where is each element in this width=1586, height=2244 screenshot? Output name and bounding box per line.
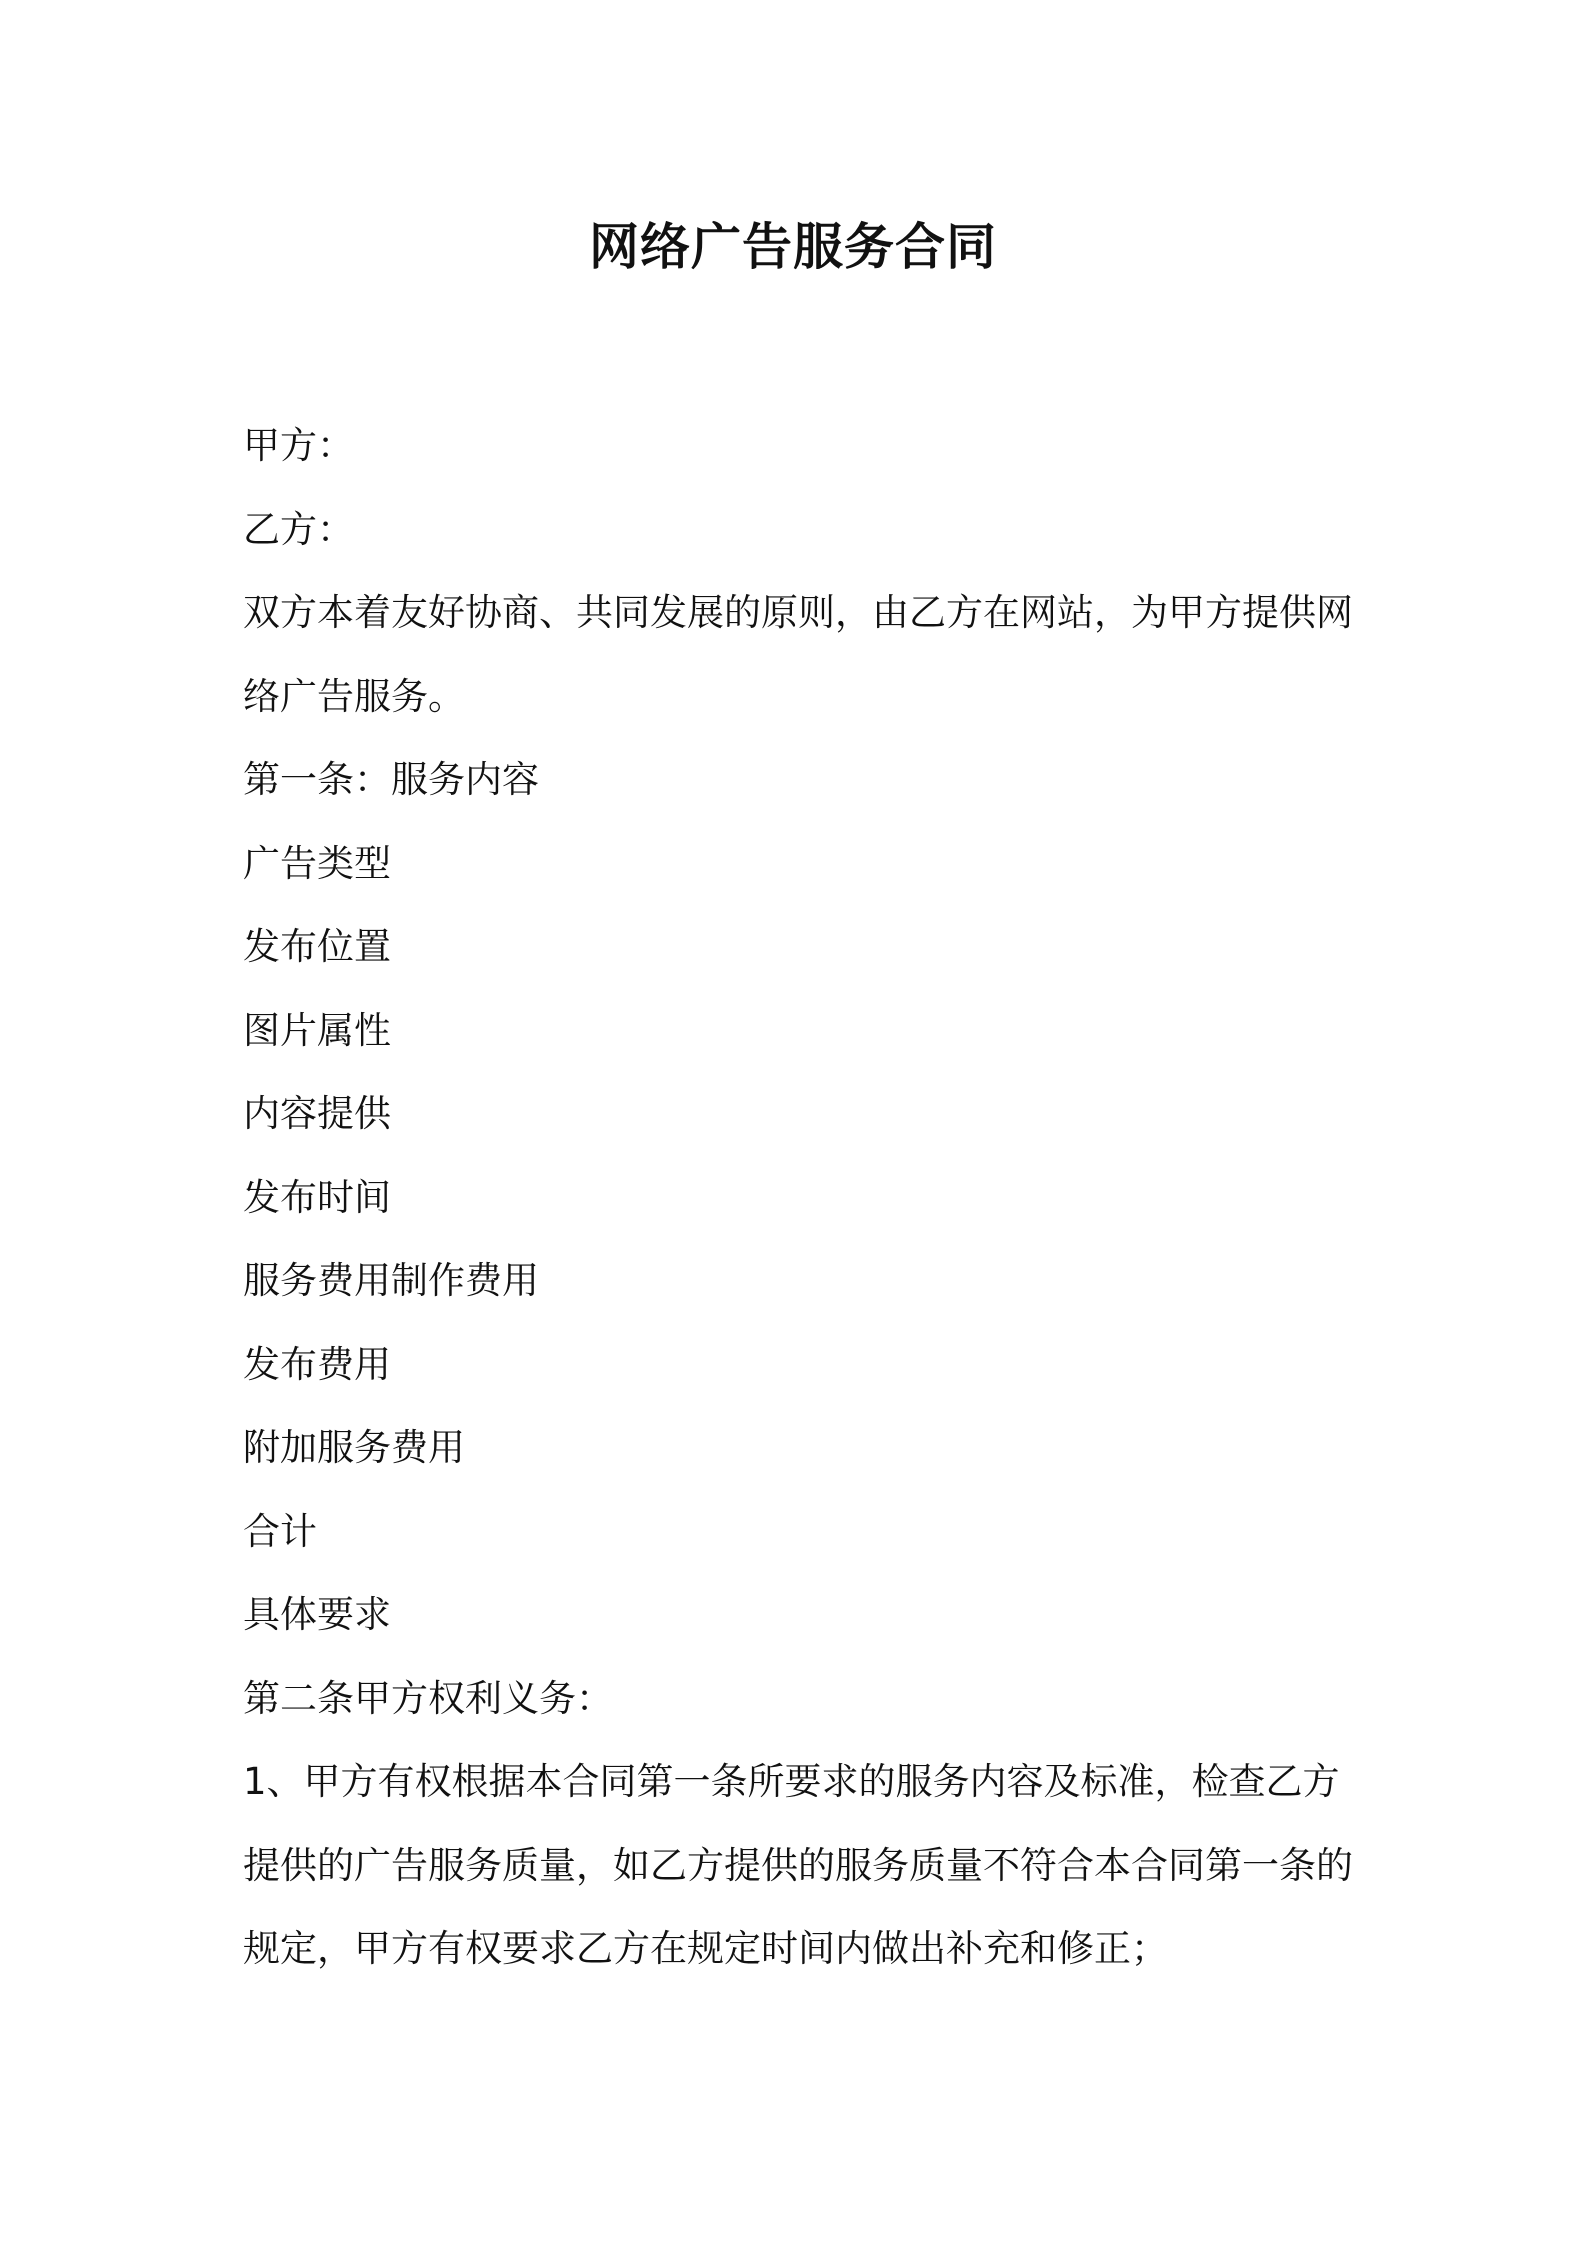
text-line: 双方本着友好协商、共同发展的原则，由乙方在网站，为甲方提供网 [243,591,1353,634]
article-1-heading [243,738,1363,822]
item-publish-location [243,905,1363,989]
text-line: 络广告服务。 [243,674,465,718]
text-line: 服务费用制作费用 [243,1259,539,1302]
text-line: 第二条甲方权利义务： [243,1676,613,1720]
item-image-attributes [243,989,1363,1073]
item-publish-fee [243,1323,1363,1407]
item-ad-type [243,822,1363,906]
text-line: 乙方： [243,507,354,551]
item-service-fee-production-fee [243,1239,1363,1323]
text-line: 发布时间 [243,1175,391,1219]
paragraph-preamble [243,571,1363,738]
text-line: 提供的广告服务质量，如乙方提供的服务质量不符合本合同第一条的 [243,1843,1353,1887]
text-line: 附加服务费用 [243,1426,465,1469]
article-2-clause-1 [243,1740,1363,1991]
text-line: 广告类型 [243,841,391,885]
document-title: 网络广告服务合同 [589,218,997,276]
item-content-provision [243,1072,1363,1156]
text-line: 规定，甲方有权要求乙方在规定时间内做出补充和修正； [243,1927,1168,1970]
text-line: 图片属性 [243,1008,391,1052]
text-line: 1、甲方有权根据本合同第一条所要求的服务内容及标准，检查乙方 [243,1760,1340,1803]
text-line: 具体要求 [243,1593,391,1636]
text-line: 甲方： [243,424,354,467]
item-specific-requirements [243,1573,1363,1657]
text-line: 发布位置 [243,925,391,968]
paragraph-party-a [243,404,1363,488]
text-line: 合计 [243,1509,317,1553]
article-2-heading [243,1657,1363,1741]
item-publish-time [243,1156,1363,1240]
item-additional-service-fee [243,1406,1363,1490]
document-body [243,404,1363,1991]
paragraph-party-b [243,488,1363,572]
text-line: 内容提供 [243,1092,391,1135]
text-line: 发布费用 [243,1342,391,1386]
text-line: 第一条：服务内容 [243,758,539,801]
item-total [243,1490,1363,1574]
